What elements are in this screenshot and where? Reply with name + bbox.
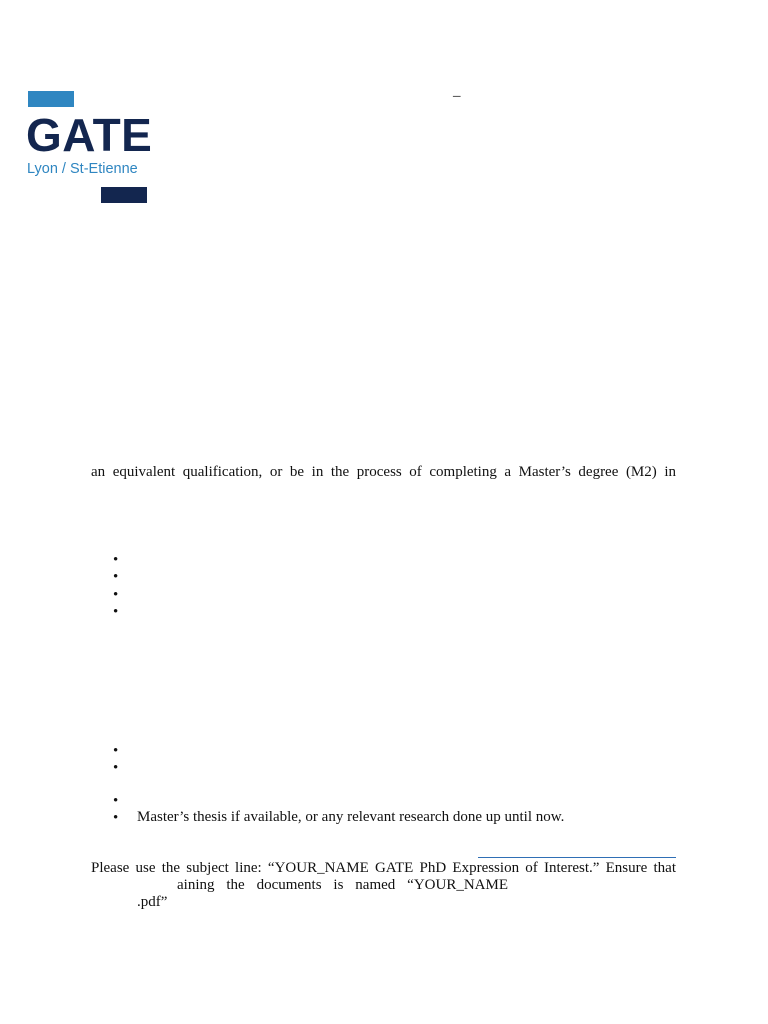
- bullet-5: [113, 747, 121, 755]
- logo-tagline: Lyon / St-Etienne: [27, 161, 138, 177]
- subject-line-instruction: Please use the subject line: “YOUR_NAME GATE PhD Expression of Interest.” Ensure that: [91, 860, 676, 876]
- logo-bottom-bar: [101, 187, 147, 203]
- filename-instruction-fragment: aining the documents is named “YOUR_NAME: [177, 877, 508, 893]
- bullet-4: [113, 608, 121, 616]
- logo-top-bar: [28, 91, 74, 107]
- header-dash: –: [453, 88, 461, 104]
- bullet-8: [113, 814, 121, 822]
- thesis-bullet-text: Master’s thesis if available, or any relevant research done up until now.: [137, 809, 565, 825]
- bullet-7: [113, 797, 121, 805]
- qualification-line: an equivalent qualification, or be in the process of completing a Master’s degree (M2) in: [91, 464, 676, 480]
- email-link-underline[interactable]: [478, 857, 676, 858]
- bullet-2: [113, 573, 121, 581]
- bullet-1: [113, 556, 121, 564]
- bullet-3: [113, 591, 121, 599]
- logo-wordmark: GATE: [26, 109, 153, 161]
- pdf-extension-fragment: .pdf”: [137, 894, 168, 910]
- gate-logo: [27, 90, 152, 206]
- bullet-6: [113, 764, 121, 772]
